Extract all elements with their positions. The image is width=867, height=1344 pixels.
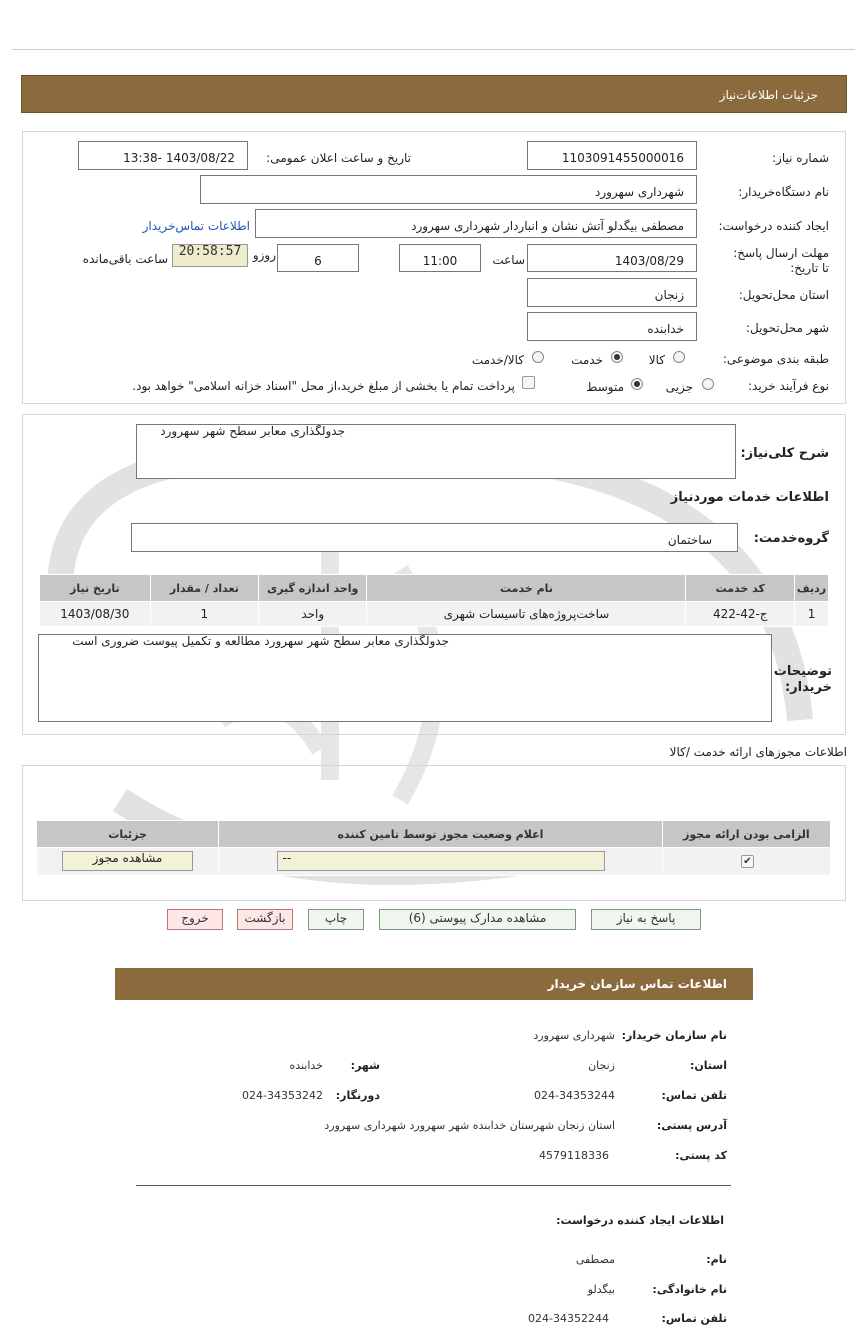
org-value: شهرداری سهرورد: [533, 1029, 615, 1042]
deadline-label: مهلت ارسال پاسخ: تا تاریخ:: [733, 246, 829, 275]
cell-unit: واحد: [259, 602, 367, 627]
category-label: طبقه بندی موضوعی:: [722, 352, 829, 366]
page-header: [21, 75, 847, 113]
col-service-name: نام خدمت: [367, 575, 686, 602]
city-field: خدابنده: [527, 312, 697, 341]
time-label: ساعت: [492, 253, 525, 267]
category-option-both: کالا/خدمت: [471, 353, 524, 367]
cell-need-date: 1403/08/30: [40, 602, 151, 627]
process-radio-minor[interactable]: [702, 378, 714, 390]
cell-permit-status: [219, 848, 663, 876]
services-heading: اطلاعات خدمات موردنیاز: [670, 490, 829, 505]
permits-table-header: [37, 821, 831, 848]
cell-quantity: 1: [150, 602, 258, 627]
announce-field: 1403/08/22 -13:38: [78, 141, 248, 170]
col-need-date: تاریخ نیاز: [40, 575, 151, 602]
cell-service-code: ج-42-422: [686, 602, 795, 627]
process-option-medium: متوسط: [586, 380, 624, 394]
print-button[interactable]: چاپ: [308, 909, 364, 930]
table-row: [37, 848, 831, 876]
process-label: نوع فرآیند خرید:: [748, 379, 829, 393]
top-divider: [12, 49, 855, 50]
contact-divider: [136, 1185, 731, 1186]
contact-header: [115, 968, 753, 1000]
buyer-label: نام دستگاه‌خریدار:: [738, 185, 829, 199]
category-radio-goods[interactable]: [673, 351, 685, 363]
contact-city-value: خدابنده: [289, 1059, 323, 1072]
description-field: جدولگذاری معابر سطح شهر سهرورد: [136, 424, 736, 479]
countdown-timer: 20:58:57: [172, 244, 248, 267]
city-label: شهر محل‌تحویل:: [745, 321, 829, 335]
cell-row-number: 1: [795, 602, 829, 627]
service-group-label: گروه‌خدمت:: [753, 531, 829, 546]
permit-status-field[interactable]: --: [277, 851, 605, 871]
process-radio-medium[interactable]: [631, 378, 643, 390]
creator-phone-label: تلفن تماس:: [661, 1312, 727, 1325]
contact-city-label: شهر:: [350, 1059, 380, 1072]
creator-label: ایجاد کننده درخواست:: [718, 219, 829, 233]
contact-province-value: زنجان: [588, 1059, 615, 1072]
phone-label: تلفن تماس:: [661, 1089, 727, 1102]
category-radio-both[interactable]: [532, 351, 544, 363]
creator-field: مصطفی بیگدلو آتش نشان و انباردار شهرداری سهرورد: [255, 209, 697, 238]
creator-family-label: نام خانوادگی:: [652, 1283, 727, 1296]
permits-table: [36, 820, 831, 876]
days-label: روزو: [252, 248, 276, 262]
creator-name-value: مصطفی: [575, 1253, 615, 1266]
fax-label: دورنگار:: [335, 1089, 380, 1102]
description-label: شرح کلی‌نیاز:: [740, 446, 829, 461]
province-field: زنجان: [527, 278, 697, 307]
creator-phone-value: 024-34352244: [528, 1312, 609, 1325]
fax-value: 024-34353242: [242, 1089, 323, 1102]
col-quantity: تعداد / مقدار: [150, 575, 258, 602]
creator-family-value: بیگدلو: [587, 1283, 615, 1296]
col-permit-status: اعلام وضعیت مجوز توسط تامین کننده: [219, 821, 663, 848]
col-permit-required: الزامی بودن ارائه مجوز: [662, 821, 830, 848]
deadline-time-field: 11:00: [399, 244, 481, 272]
need-number-field: 1103091455000016: [527, 141, 697, 170]
category-option-goods: کالا: [648, 353, 665, 367]
contact-title: اطلاعات تماس سازمان خریدار: [547, 977, 727, 991]
announce-label: تاریخ و ساعت اعلان عمومی:: [266, 151, 411, 165]
phone-value: 024-34353244: [534, 1089, 615, 1102]
need-number-label: شماره نیاز:: [772, 151, 829, 165]
attachments-button[interactable]: مشاهده مدارک پیوستی (6): [379, 909, 576, 930]
province-label: استان محل‌تحویل:: [738, 288, 829, 302]
permits-heading: اطلاعات مجوزهای ارائه خدمت /کالا: [669, 745, 847, 759]
contact-province-label: استان:: [690, 1059, 727, 1072]
back-button[interactable]: بازگشت: [237, 909, 293, 930]
address-value: استان زنجان شهرستان خدابنده شهر سهرورد شهرداری سهرورد: [324, 1119, 615, 1132]
buyer-contact-link[interactable]: اطلاعات تماس‌خریدار: [142, 219, 250, 233]
process-option-minor: جزیی: [665, 380, 693, 394]
category-option-service: خدمت: [571, 353, 603, 367]
page-title: جزئیات اطلاعات‌نیاز: [719, 88, 818, 102]
reply-button[interactable]: پاسخ به نیاز: [591, 909, 701, 930]
permit-required-checkbox[interactable]: ✔: [741, 855, 754, 868]
cell-permit-details: [37, 848, 219, 876]
exit-button[interactable]: خروج: [167, 909, 223, 930]
days-field: 6: [277, 244, 359, 272]
buyer-notes-field: جدولگذاری معابر سطح شهر سهرورد مطالعه و تکمیل پیوست ضروری است: [38, 634, 772, 722]
services-table-header: [40, 575, 829, 602]
services-table: [39, 574, 829, 627]
buyer-field: شهرداری سهرورد: [200, 175, 697, 204]
category-radio-service[interactable]: [611, 351, 623, 363]
org-label: نام سازمان خریدار:: [621, 1029, 727, 1042]
view-permit-button[interactable]: مشاهده مجوز: [62, 851, 193, 871]
address-label: آدرس پستی:: [656, 1119, 727, 1132]
cell-service-name: ساخت‌پروژه‌های تاسیسات شهری: [367, 602, 686, 627]
col-row-number: ردیف: [795, 575, 829, 602]
buyer-notes-label: توضیحات خریدار:: [773, 664, 832, 695]
treasury-checkbox[interactable]: [522, 376, 535, 389]
remaining-label: ساعت باقی‌مانده: [82, 252, 168, 266]
cell-permit-required: [662, 848, 830, 876]
payment-note: پرداخت تمام یا بخشی از مبلغ خرید،از محل "اسناد خزانه اسلامی" خواهد بود.: [132, 379, 515, 393]
creator-name-label: نام:: [706, 1253, 727, 1266]
col-unit: واحد اندازه گیری: [259, 575, 367, 602]
postal-value: 4579118336: [539, 1149, 609, 1162]
postal-label: کد پستی:: [675, 1149, 727, 1162]
deadline-date-field: 1403/08/29: [527, 244, 697, 272]
col-permit-details: جزئیات: [37, 821, 219, 848]
col-service-code: کد خدمت: [686, 575, 795, 602]
creator-heading: اطلاعات ایجاد کننده درخواست:: [556, 1214, 724, 1227]
service-group-field: ساختمان: [131, 523, 738, 552]
table-row: [40, 602, 829, 627]
